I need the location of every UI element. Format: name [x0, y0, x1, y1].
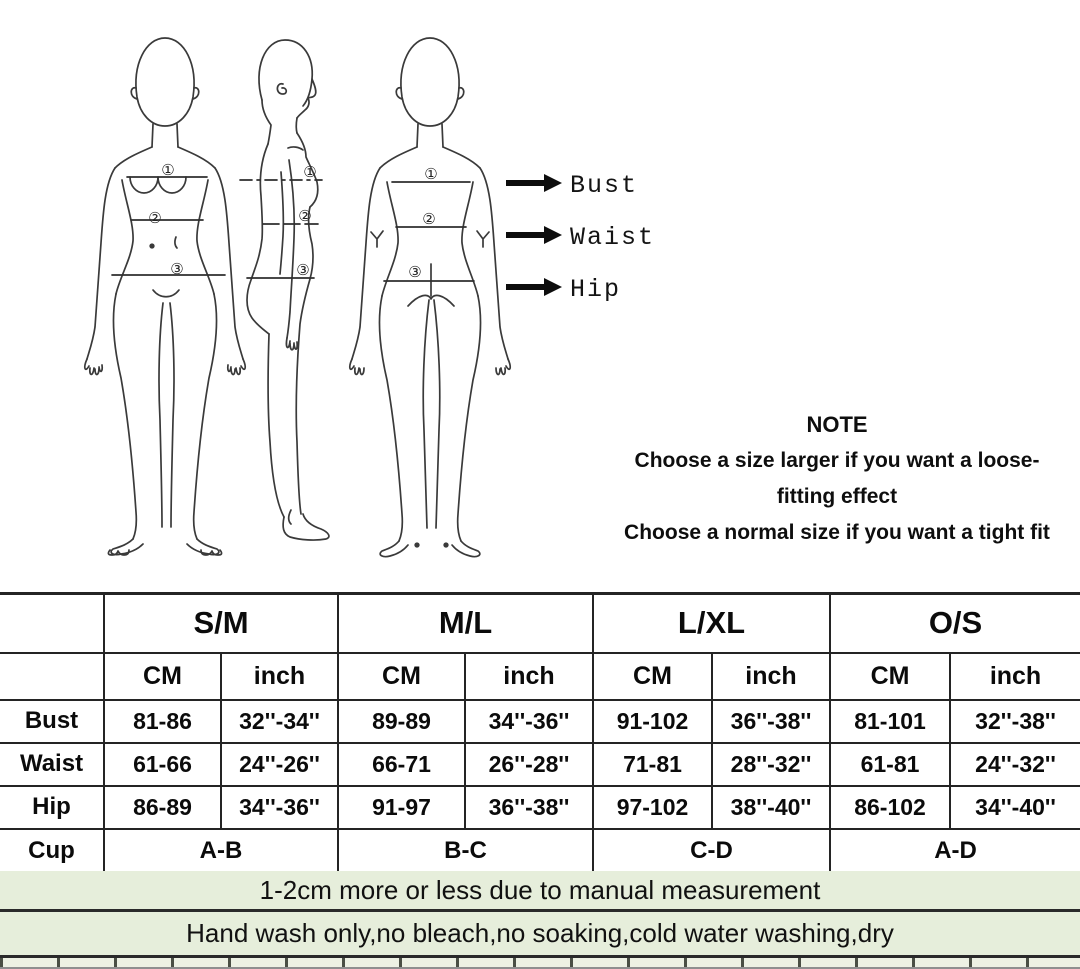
back-hip-marker: ③ — [408, 263, 422, 281]
measurement-cell: 32''-38'' — [950, 700, 1080, 743]
note-title: NOTE — [806, 412, 868, 437]
measurement-cell: 36''-38'' — [712, 700, 830, 743]
corner-cell — [0, 594, 104, 653]
measurement-cell: 89-89 — [338, 700, 465, 743]
measurement-cell: 24''-32'' — [950, 743, 1080, 786]
table-row-cup — [0, 829, 1080, 873]
table-row-bust — [0, 700, 1080, 743]
measurement-cell: 71-81 — [593, 743, 712, 786]
corner-cell — [0, 653, 104, 700]
unit-header: CM — [338, 653, 465, 700]
front-bust-marker: ① — [161, 161, 175, 179]
measurement-cell: 91-102 — [593, 700, 712, 743]
size-header-ml: M/L — [338, 594, 593, 653]
measurement-cell: 38''-40'' — [712, 786, 830, 829]
note-line-3: Choose a normal size if you want a tight fit — [624, 521, 1050, 544]
measurement-note-row: 1-2cm more or less due to manual measurement — [0, 871, 1080, 912]
note-line-2: fitting effect — [776, 485, 898, 508]
side-hip-marker: ③ — [296, 261, 310, 279]
hip-arrow-label: Hip — [570, 275, 622, 304]
measurement-cell: 81-86 — [104, 700, 221, 743]
measurement-cell: 66-71 — [338, 743, 465, 786]
row-label-hip: Hip — [0, 786, 104, 829]
measurement-cell: 86-89 — [104, 786, 221, 829]
row-label-waist: Waist — [0, 743, 104, 786]
size-header-lxl: L/XL — [593, 594, 830, 653]
measurement-cell: 34''-40'' — [950, 786, 1080, 829]
measurement-cell: 26''-28'' — [465, 743, 593, 786]
back-waist-marker: ② — [422, 210, 436, 228]
front-waist-marker: ② — [148, 209, 162, 227]
front-hip-marker: ③ — [170, 260, 184, 278]
measure-legend — [506, 171, 655, 304]
figure-front-view — [85, 38, 245, 555]
figure-back-view — [350, 38, 510, 557]
unit-header: inch — [712, 653, 830, 700]
note-block — [598, 407, 1076, 551]
row-label-bust: Bust — [0, 700, 104, 743]
size-header-sm: S/M — [104, 594, 338, 653]
unit-header: inch — [950, 653, 1080, 700]
cutoff-next-row — [0, 958, 1080, 969]
size-header-row — [0, 594, 1080, 653]
measurement-cell: 61-66 — [104, 743, 221, 786]
side-bust-marker: ① — [303, 163, 317, 181]
size-header-os: O/S — [830, 594, 1080, 653]
care-note-row: Hand wash only,no bleach,no soaking,cold water washing,dry — [0, 912, 1080, 958]
measurement-cell: 61-81 — [830, 743, 950, 786]
row-label-cup: Cup — [0, 829, 104, 873]
measurement-cell: 28''-32'' — [712, 743, 830, 786]
measurement-cell: 34''-36'' — [221, 786, 338, 829]
measurement-cell: 91-97 — [338, 786, 465, 829]
back-bust-marker: ① — [424, 165, 438, 183]
measurement-cell: 81-101 — [830, 700, 950, 743]
cup-cell: A-B — [104, 829, 338, 873]
waist-arrow-label: Waist — [570, 223, 656, 252]
measurement-cell: 34''-36'' — [465, 700, 593, 743]
size-chart-table — [0, 592, 1080, 874]
bust-arrow-label: Bust — [570, 171, 639, 200]
unit-header: CM — [104, 653, 221, 700]
unit-header: CM — [593, 653, 712, 700]
unit-header: inch — [465, 653, 593, 700]
measurement-cell: 32''-34'' — [221, 700, 338, 743]
bust-arrow-icon — [506, 174, 562, 192]
table-row-hip — [0, 786, 1080, 829]
measurement-cell: 86-102 — [830, 786, 950, 829]
measurement-cell: 24''-26'' — [221, 743, 338, 786]
note-line-1: Choose a size larger if you want a loose- — [634, 449, 1040, 472]
measurement-cell: 36''-38'' — [465, 786, 593, 829]
unit-header: inch — [221, 653, 338, 700]
cup-cell: C-D — [593, 829, 830, 873]
cup-cell: B-C — [338, 829, 593, 873]
table-row-waist — [0, 743, 1080, 786]
hip-arrow-icon — [506, 278, 562, 296]
waist-arrow-icon — [506, 226, 562, 244]
measurement-cell: 97-102 — [593, 786, 712, 829]
cup-cell: A-D — [830, 829, 1080, 873]
unit-header: CM — [830, 653, 950, 700]
side-waist-marker: ② — [298, 207, 312, 225]
figure-side-view — [240, 40, 329, 540]
unit-header-row — [0, 653, 1080, 700]
